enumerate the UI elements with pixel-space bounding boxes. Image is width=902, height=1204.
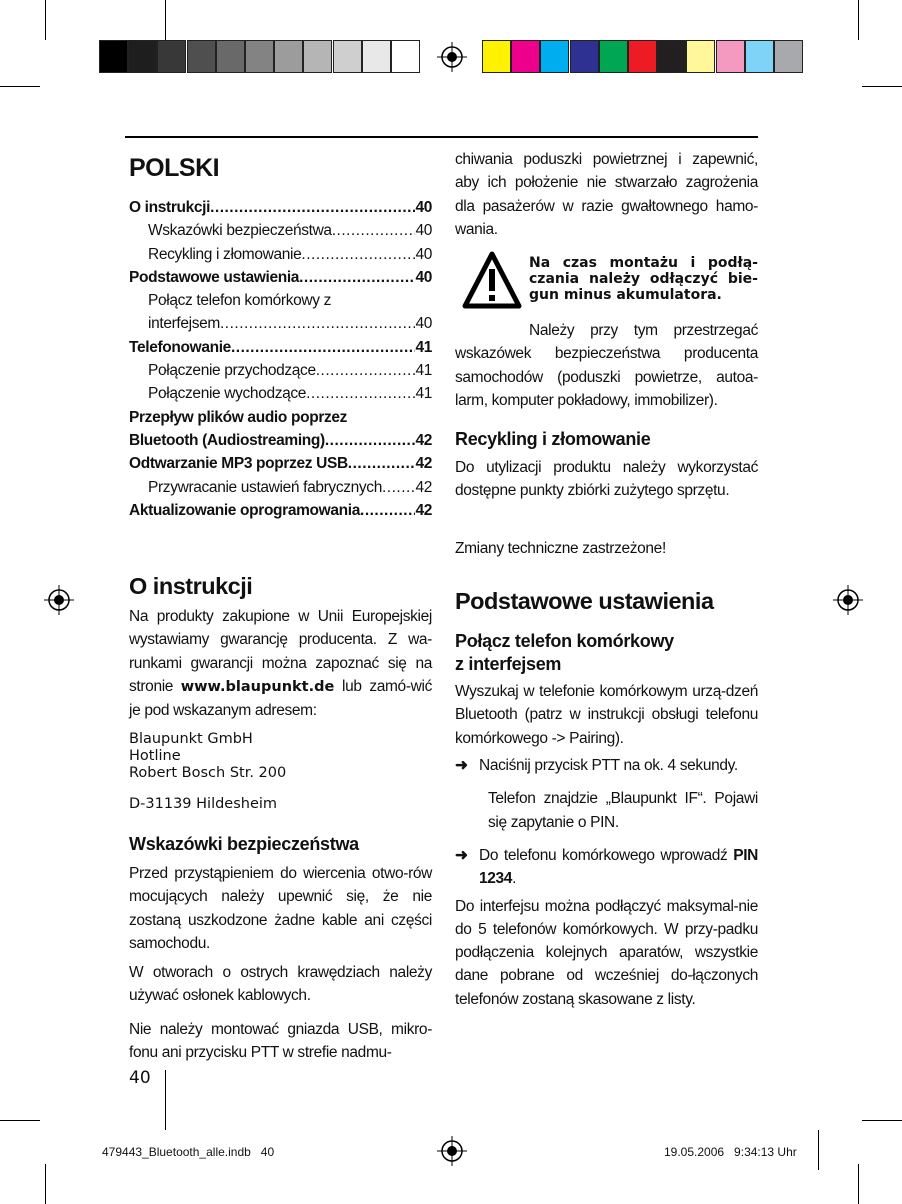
registration-mark-icon [44, 585, 74, 615]
gray-swatch [216, 40, 245, 73]
recycling-heading: Recykling i złomowanie [455, 429, 651, 450]
registration-mark-icon [833, 585, 863, 615]
toc-entry[interactable]: Połączenie przychodzące ..... 41 [129, 359, 432, 382]
toc-entry[interactable]: Bluetooth (Audiostreaming) ..... 42 [129, 429, 432, 452]
gray-swatch [274, 40, 303, 73]
website-link[interactable]: www.blaupunkt.de [180, 679, 335, 696]
language-title: POLSKI [129, 154, 220, 182]
toc-entry[interactable]: Telefonowanie ..... 41 [129, 336, 432, 359]
footer-file-info: 479443_Bluetooth_alle.indb 40 [102, 1145, 275, 1159]
safety-heading: Wskazówki bezpieczeństwa [129, 833, 359, 854]
about-heading: O instrukcji [129, 573, 253, 600]
toc-entry[interactable]: Przywracanie ustawień fabrycznych ..... 42 [129, 476, 432, 499]
step-1: ➜ Naciśnij przycisk PTT na ok. 4 sekundy. [455, 754, 758, 777]
connect-heading-line2: z interfejsem [455, 653, 562, 674]
gray-swatch [187, 40, 216, 73]
gray-swatch [303, 40, 332, 73]
gray-swatch [157, 40, 186, 73]
connect-heading-line1: Połącz telefon komórkowy [455, 630, 674, 651]
toc-entry[interactable]: O instrukcji ..... 40 [129, 196, 432, 219]
color-swatch [628, 40, 657, 73]
registration-mark-icon [437, 1136, 467, 1166]
step-1-note: Telefon znajdzie „Blaupunkt IF“. Pojawi się zapytanie o PIN. [488, 790, 758, 831]
toc-entry[interactable]: Podstawowe ustawienia ..... 40 [129, 266, 432, 289]
toc-entry[interactable]: Aktualizowanie oprogramowania ..... 42 [129, 499, 432, 522]
about-paragraph: Na produkty zakupione w Unii Europejskiej wystawiamy gwarancję producenta. Z wa-runkami gwarancji można zapoznać się na stronie www.blaupunkt.de lub zamó-wić je pod wskazanym adresem: [129, 608, 432, 720]
color-swatch [686, 40, 715, 73]
gray-swatch [99, 40, 128, 73]
gray-swatch [333, 40, 362, 73]
color-swatch [716, 40, 745, 73]
technical-changes-note: Zmiany techniczne zastrzeżone! [455, 540, 666, 558]
gray-swatch [391, 40, 420, 73]
table-of-contents [129, 196, 432, 522]
toc-entry[interactable]: interfejsem ..... 40 [129, 312, 432, 335]
address-block: Blaupunkt GmbH Hotline Robert Bosch Str. 200 D-31139 Hildesheim [129, 730, 287, 812]
right-column [455, 148, 758, 1011]
gray-swatch [128, 40, 157, 73]
arrow-right-icon: ➜ [455, 757, 468, 775]
color-swatch [599, 40, 628, 73]
toc-entry[interactable]: Przepływ plików audio poprzez [129, 408, 348, 426]
gray-swatch [362, 40, 391, 73]
warning-text: Na czas montażu i podłą-czania należy odłączyć bie-gun minus akumulatora. [529, 255, 758, 304]
step-2: ➜ Do telefonu komórkowego wprowadź PIN 1234. [455, 844, 758, 891]
gray-swatch [245, 40, 274, 73]
left-column [129, 148, 432, 1064]
color-swatch [657, 40, 686, 73]
warning-triangle-icon [462, 251, 522, 309]
color-swatch [511, 40, 540, 73]
pin-code: PIN 1234 [479, 846, 758, 888]
registration-mark-icon [437, 42, 467, 72]
color-swatch [745, 40, 774, 73]
warning-block [455, 253, 758, 315]
color-swatch [570, 40, 599, 73]
basic-settings-heading: Podstawowe ustawienia [455, 587, 714, 614]
color-swatch [482, 40, 511, 73]
toc-entry[interactable]: Wskazówki bezpieczeństwa ..... 40 [129, 219, 432, 242]
safety-paragraph-1: Przed przystąpieniem do wiercenia otwo-rów mocujących należy upewnić się, że nie zostaną uszkodzone żadne kable ani części samochodu. [129, 864, 432, 952]
safety-paragraph-3: Nie należy montować gniazda USB, mikro-fonu ani przycisku PTT w strefie nadmu- [129, 1020, 432, 1062]
toc-entry[interactable]: Recykling i złomowanie ..... 40 [129, 243, 432, 266]
recycling-paragraph: Do utylizacji produktu należy wykorzystać dostępne punkty zbiórki zużytego sprzętu. [455, 458, 758, 499]
toc-entry[interactable]: Odtwarzanie MP3 poprzez USB ..... 42 [129, 452, 432, 475]
arrow-right-icon: ➜ [455, 846, 468, 864]
safety-paragraph-2: W otworach o ostrych krawędziach należy używać osłonek kablowych. [129, 964, 432, 1005]
airbag-paragraph: chiwania poduszki powietrznej i zapewnić, aby ich położenie nie stwarzało zagrożenia dla pasażerów w razie gwałtownego hamo-wania. [455, 151, 758, 238]
connect-paragraph: Wyszukaj w telefonie komórkowym urzą-dzeń Bluetooth (patrz w instrukcji obsługi telefonu komórkowego -> Pairing). [455, 683, 758, 747]
footer-date-info: 19.05.2006 9:34:13 Uhr [664, 1145, 797, 1159]
color-swatch [774, 40, 803, 73]
page-number: 40 [129, 1068, 151, 1088]
toc-entry[interactable]: Połącz telefon komórkowy z [148, 292, 332, 310]
toc-entry[interactable]: Połączenie wychodzące ..... 41 [129, 382, 432, 405]
color-swatch [540, 40, 569, 73]
final-paragraph: Do interfejsu można podłączyć maksymal-nie do 5 telefonów komórkowych. W przy-padku podłączenia kolejnych aparatów, wszystkie dane pobrane od wcześniej do-łączonych telefonów zostaną skasowane z listy. [455, 897, 758, 1008]
warning-paragraph: Należy przy tym przestrzegać wskazówek bezpieczeństwa producenta samochodów (poduszki powietrze, autoa-larm, komputer pokładowy, immobilizer). [455, 322, 758, 410]
